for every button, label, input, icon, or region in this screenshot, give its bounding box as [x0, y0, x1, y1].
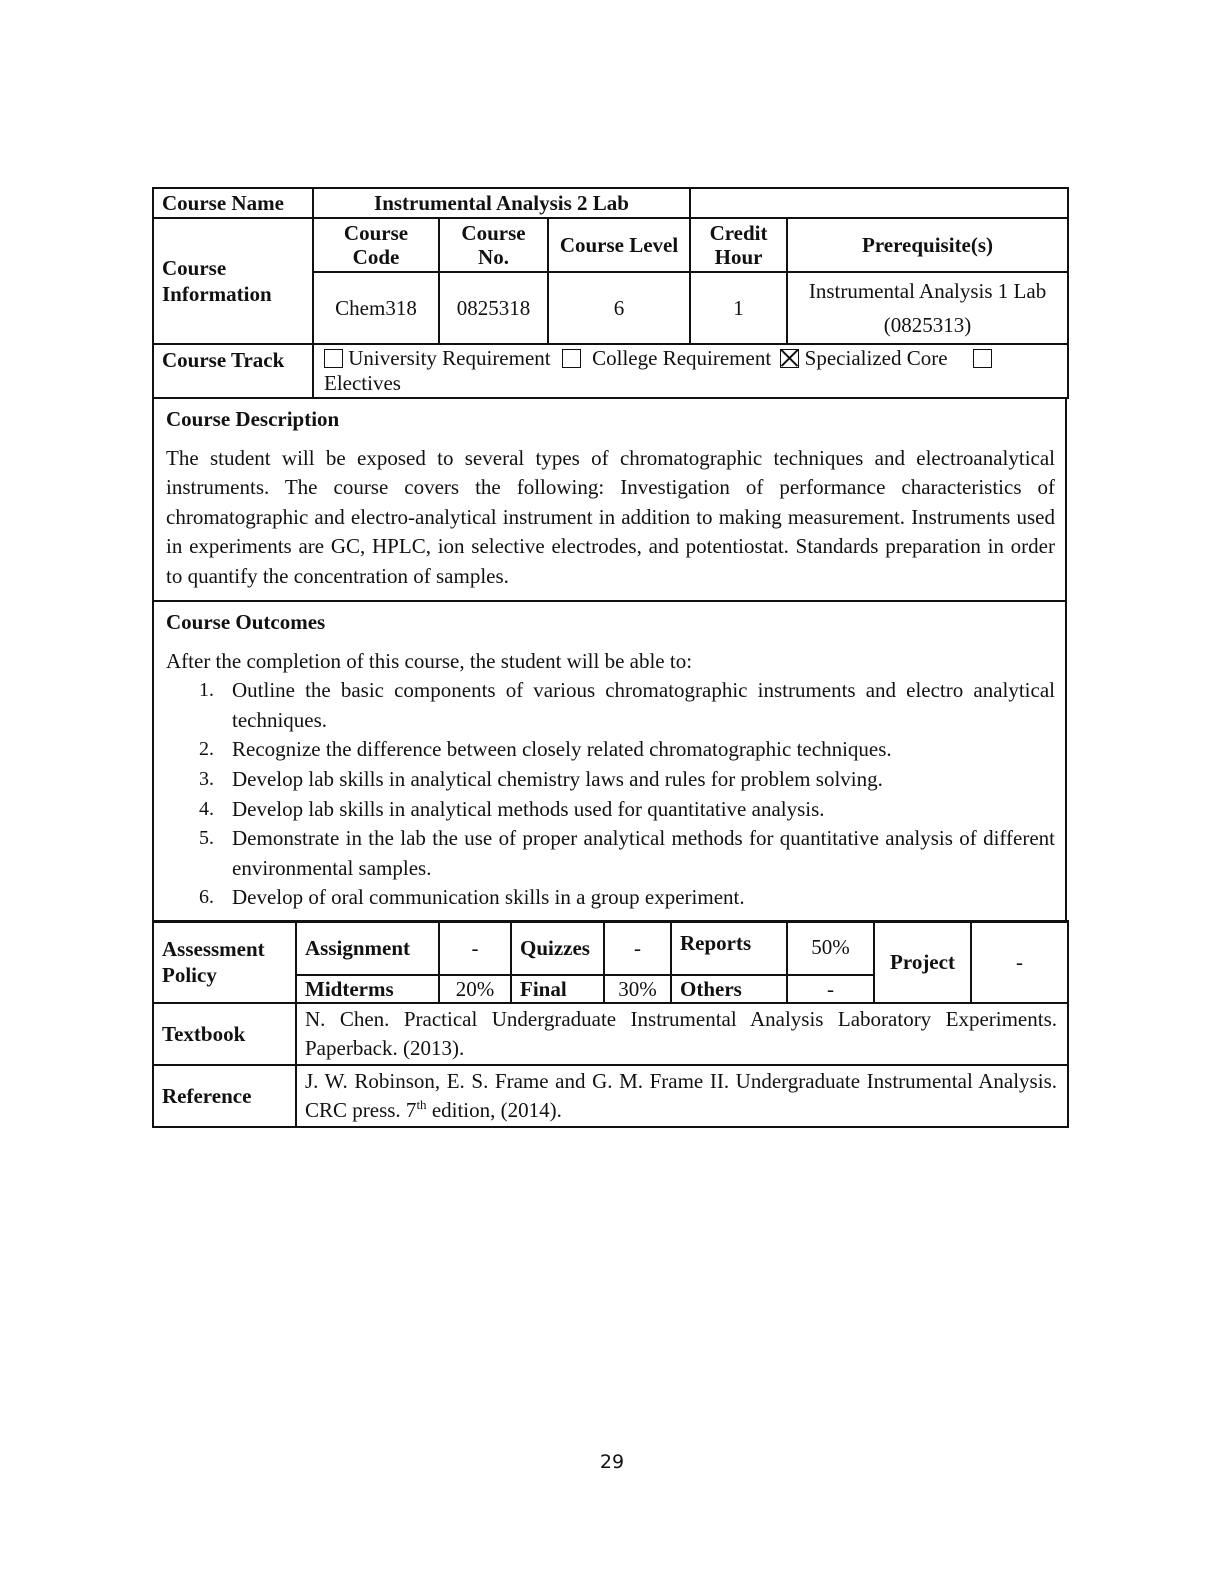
- prerequisite-value: [787, 272, 1068, 344]
- quizzes-label: Quizzes: [511, 921, 604, 975]
- university-requirement-label: University Requirement: [348, 346, 551, 370]
- midterms-value: 20%: [439, 975, 511, 1003]
- prerequisite-line-2: (0825313): [883, 313, 972, 337]
- outcome-number: 1.: [199, 679, 214, 702]
- project-label: Project: [874, 921, 971, 1003]
- reference-text: [296, 1065, 1068, 1127]
- credit-hour-value: 1: [690, 272, 787, 344]
- course-track-options: [313, 344, 1068, 398]
- course-code-value: Chem318: [313, 272, 439, 344]
- outcome-text: Outline the basic components of various chromatographic instruments and electro analytical techniques.: [232, 678, 1055, 732]
- course-outcomes-section: [152, 600, 1067, 923]
- others-value: -: [787, 975, 874, 1003]
- credit-hour-header: Credit Hour: [690, 218, 787, 272]
- outcome-text: Develop lab skills in analytical chemistry laws and rules for problem solving.: [232, 766, 883, 791]
- midterms-label: Midterms: [296, 975, 439, 1003]
- reference-text-end: edition, (2014).: [426, 1098, 562, 1122]
- course-description-section: [152, 397, 1067, 602]
- college-requirement-label: College Requirement: [592, 346, 772, 370]
- university-requirement-checkbox[interactable]: [324, 349, 343, 368]
- outcome-text: Recognize the difference between closely related chromatographic techniques.: [232, 737, 892, 762]
- final-label: Final: [511, 975, 604, 1003]
- course-description-text: The student will be exposed to several types of chromatographic techniques and electroanalytical instruments. The course covers the following: Investigation of performance characteristics of chromatographic and electro-analytical instrument in addition to making measurement. Instruments used in experiments are GC, HPLC, ion selective electrodes, and potentiostat. Standards preparation in order to quantify the concentration of samples.: [166, 445, 1055, 588]
- outcome-item: [166, 824, 1055, 883]
- course-info-label: Course Information: [153, 218, 313, 344]
- course-outcomes-intro: After the completion of this course, the student will be able to:: [166, 648, 693, 673]
- outcome-item: [166, 765, 1055, 795]
- outcome-item: [166, 676, 1055, 735]
- outcome-item: [166, 795, 1055, 825]
- outcome-number: 3.: [199, 767, 214, 790]
- outcome-number: 4.: [199, 797, 214, 820]
- outcome-number: 5.: [199, 827, 214, 850]
- reports-label: Reports: [671, 921, 787, 975]
- course-no-header: Course No.: [439, 218, 548, 272]
- specialized-core-checkbox[interactable]: [780, 349, 799, 368]
- outcome-number: 6.: [199, 886, 214, 909]
- outcome-item: [166, 883, 1055, 913]
- electives-checkbox[interactable]: [973, 349, 992, 368]
- course-name-empty-cell: [690, 188, 1068, 218]
- assignment-value: -: [439, 921, 511, 975]
- assessment-table-wrapper: [152, 920, 1067, 1128]
- course-outcomes-heading: Course Outcomes: [166, 610, 326, 634]
- course-name-label: Course Name: [153, 188, 313, 218]
- reports-value: 50%: [787, 921, 874, 975]
- reference-text-main: J. W. Robinson, E. S. Frame and G. M. Frame II. Undergraduate Instrumental Analysis. CRC press. 7: [305, 1069, 1057, 1122]
- course-level-header: Course Level: [548, 218, 690, 272]
- final-value: 30%: [604, 975, 671, 1003]
- specialized-core-label: Specialized Core: [804, 346, 948, 370]
- page-number: 29: [599, 1451, 625, 1473]
- assignment-label: Assignment: [296, 921, 439, 975]
- quizzes-value: -: [604, 921, 671, 975]
- others-label: Others: [671, 975, 787, 1003]
- assessment-policy-label: Assessment Policy: [153, 921, 296, 1003]
- assessment-table: [152, 920, 1069, 1128]
- course-header-table: [152, 187, 1067, 399]
- project-value: -: [971, 921, 1068, 1003]
- college-requirement-checkbox[interactable]: [562, 349, 581, 368]
- outcome-text: Develop of oral communication skills in a group experiment.: [232, 885, 745, 910]
- textbook-label: Textbook: [153, 1003, 296, 1065]
- course-track-label: Course Track: [153, 344, 313, 398]
- outcome-item: [166, 735, 1055, 765]
- outcome-text: Develop lab skills in analytical methods used for quantitative analysis.: [232, 796, 825, 821]
- course-name-value: Instrumental Analysis 2 Lab: [313, 188, 690, 218]
- outcome-text: Demonstrate in the lab the use of proper analytical methods for quantitative analysis of different environmental samples.: [232, 826, 1055, 880]
- electives-label: Electives: [324, 371, 401, 395]
- prerequisite-line-1: Instrumental Analysis 1 Lab: [808, 279, 1047, 303]
- reference-label: Reference: [153, 1065, 296, 1127]
- course-description-heading: Course Description: [166, 407, 340, 431]
- course-outcomes-list: [166, 676, 1055, 913]
- course-no-value: 0825318: [439, 272, 548, 344]
- course-code-header: Course Code: [313, 218, 439, 272]
- reference-superscript: th: [416, 1097, 427, 1112]
- textbook-text: N. Chen. Practical Undergraduate Instrumental Analysis Laboratory Experiments. Paperback. (2013).: [296, 1003, 1068, 1065]
- course-level-value: 6: [548, 272, 690, 344]
- outcome-number: 2.: [199, 738, 214, 761]
- prerequisite-header: Prerequisite(s): [787, 218, 1068, 272]
